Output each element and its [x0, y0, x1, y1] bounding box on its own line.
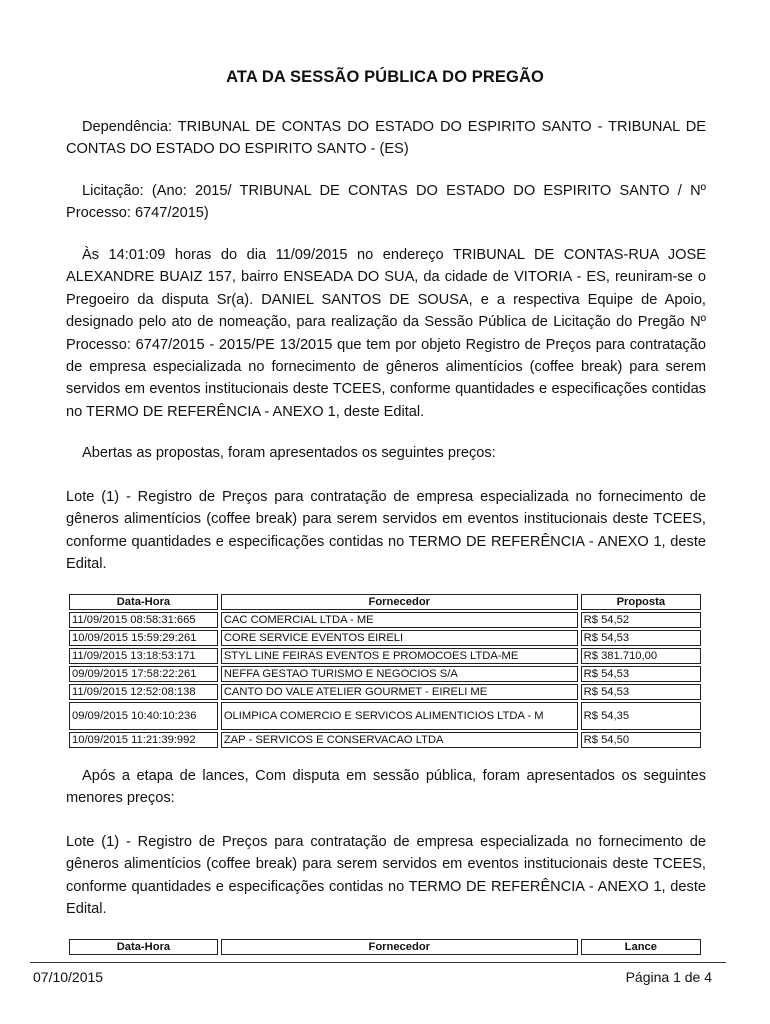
- cell-data-hora: 09/09/2015 10:40:10:236: [69, 702, 218, 730]
- table-row: [69, 648, 701, 664]
- lances-intro: Após a etapa de lances, Com disputa em sessão pública, foram apresentados os seguintes menores preços:: [66, 768, 706, 807]
- lote1b-description: Lote (1) - Registro de Preços para contratação de empresa especializada no fornecimento de gêneros alimentícios (coffee break) para serem servidos em eventos institucionais deste TCEES, conforme quantidades e especificações contidas no TERMO DE REFERÊNCIA - ANEXO 1, deste Edital.: [66, 834, 706, 918]
- header-data-hora: Data-Hora: [69, 939, 218, 955]
- table-row: [69, 684, 701, 700]
- header-fornecedor: Fornecedor: [221, 594, 578, 610]
- cell-proposta: R$ 54,53: [581, 684, 701, 700]
- header-lance: Lance: [581, 939, 701, 955]
- cell-proposta: R$ 54,53: [581, 666, 701, 682]
- table-row: [69, 666, 701, 682]
- dependencia-paragraph: Dependência: TRIBUNAL DE CONTAS DO ESTADO DO ESPIRITO SANTO - TRIBUNAL DE CONTAS DO ESTADO DO ESPIRITO SANTO - (ES): [66, 119, 706, 158]
- table-header-row: [69, 939, 701, 955]
- abertura-paragraph: Às 14:01:09 horas do dia 11/09/2015 no endereço TRIBUNAL DE CONTAS-RUA JOSE ALEXANDRE BUAIZ 157, bairro ENSEADA DO SUA, da cidade de VITORIA - ES, reuniram-se o Pregoeiro da disputa Sr(a). DANIEL SANTOS DE SOUSA, e a respectiva Equipe de Apoio, designado pelo ato de nomeação, para realização da Sessão Pública de Licitação do Pregão Nº Processo: 6747/2015 - 2015/PE 13/2015 que tem por objeto Registro de Preços para contratação de empresa especializada no fornecimento de gêneros alimentícios (coffee break) para serem servidos em eventos institucionais deste TCEES, conforme quantidades e especificações contidas no TERMO DE REFERÊNCIA - ANEXO 1, deste Edital.: [66, 247, 706, 420]
- header-proposta: Proposta: [581, 594, 701, 610]
- header-data-hora: Data-Hora: [69, 594, 218, 610]
- licitacao-paragraph: Licitação: (Ano: 2015/ TRIBUNAL DE CONTAS DO ESTADO DO ESPIRITO SANTO / Nº Processo: 6747/2015): [66, 183, 706, 222]
- propostas-intro: Abertas as propostas, foram apresentados os seguintes preços:: [82, 445, 496, 461]
- table-row: [69, 702, 701, 730]
- table-row: [69, 612, 701, 628]
- cell-data-hora: 10/09/2015 15:59:29:261: [69, 630, 218, 646]
- header-fornecedor: Fornecedor: [221, 939, 578, 955]
- lote1-description: Lote (1) - Registro de Preços para contratação de empresa especializada no fornecimento de gêneros alimentícios (coffee break) para serem servidos em eventos institucionais deste TCEES, conforme quantidades e especificações contidas no TERMO DE REFERÊNCIA - ANEXO 1, deste Edital.: [66, 489, 706, 573]
- cell-fornecedor: CORE SERVICE EVENTOS EIRELI: [221, 630, 578, 646]
- cell-proposta: R$ 54,52: [581, 612, 701, 628]
- cell-fornecedor: CAC COMERCIAL LTDA - ME: [221, 612, 578, 628]
- cell-fornecedor: OLIMPICA COMERCIO E SERVICOS ALIMENTICIOS LTDA - M: [221, 702, 578, 730]
- cell-fornecedor: STYL LINE FEIRAS EVENTOS E PROMOCOES LTDA-ME: [221, 648, 578, 664]
- cell-fornecedor: CANTO DO VALE ATELIER GOURMET - EIRELI ME: [221, 684, 578, 700]
- table-row: [69, 630, 701, 646]
- cell-data-hora: 09/09/2015 17:58:22:261: [69, 666, 218, 682]
- table-row: [69, 732, 701, 748]
- cell-data-hora: 11/09/2015 12:52:08:138: [69, 684, 218, 700]
- cell-fornecedor: ZAP - SERVICOS E CONSERVACAO LTDA: [221, 732, 578, 748]
- proposals-table: [66, 592, 704, 750]
- cell-data-hora: 10/09/2015 11:21:39:992: [69, 732, 218, 748]
- footer-divider: [30, 962, 726, 963]
- table-header-row: [69, 594, 701, 610]
- footer-page-number: Página 1 de 4: [625, 969, 712, 985]
- footer-date: 07/10/2015: [33, 969, 104, 985]
- cell-proposta: R$ 54,35: [581, 702, 701, 730]
- lances-table: [66, 937, 704, 957]
- cell-proposta: R$ 381.710,00: [581, 648, 701, 664]
- cell-proposta: R$ 54,53: [581, 630, 701, 646]
- cell-data-hora: 11/09/2015 08:58:31:665: [69, 612, 218, 628]
- document-title: ATA DA SESSÃO PÚBLICA DO PREGÃO: [226, 68, 544, 86]
- cell-fornecedor: NEFFA GESTAO TURISMO E NEGOCIOS S/A: [221, 666, 578, 682]
- cell-proposta: R$ 54,50: [581, 732, 701, 748]
- cell-data-hora: 11/09/2015 13:18:53:171: [69, 648, 218, 664]
